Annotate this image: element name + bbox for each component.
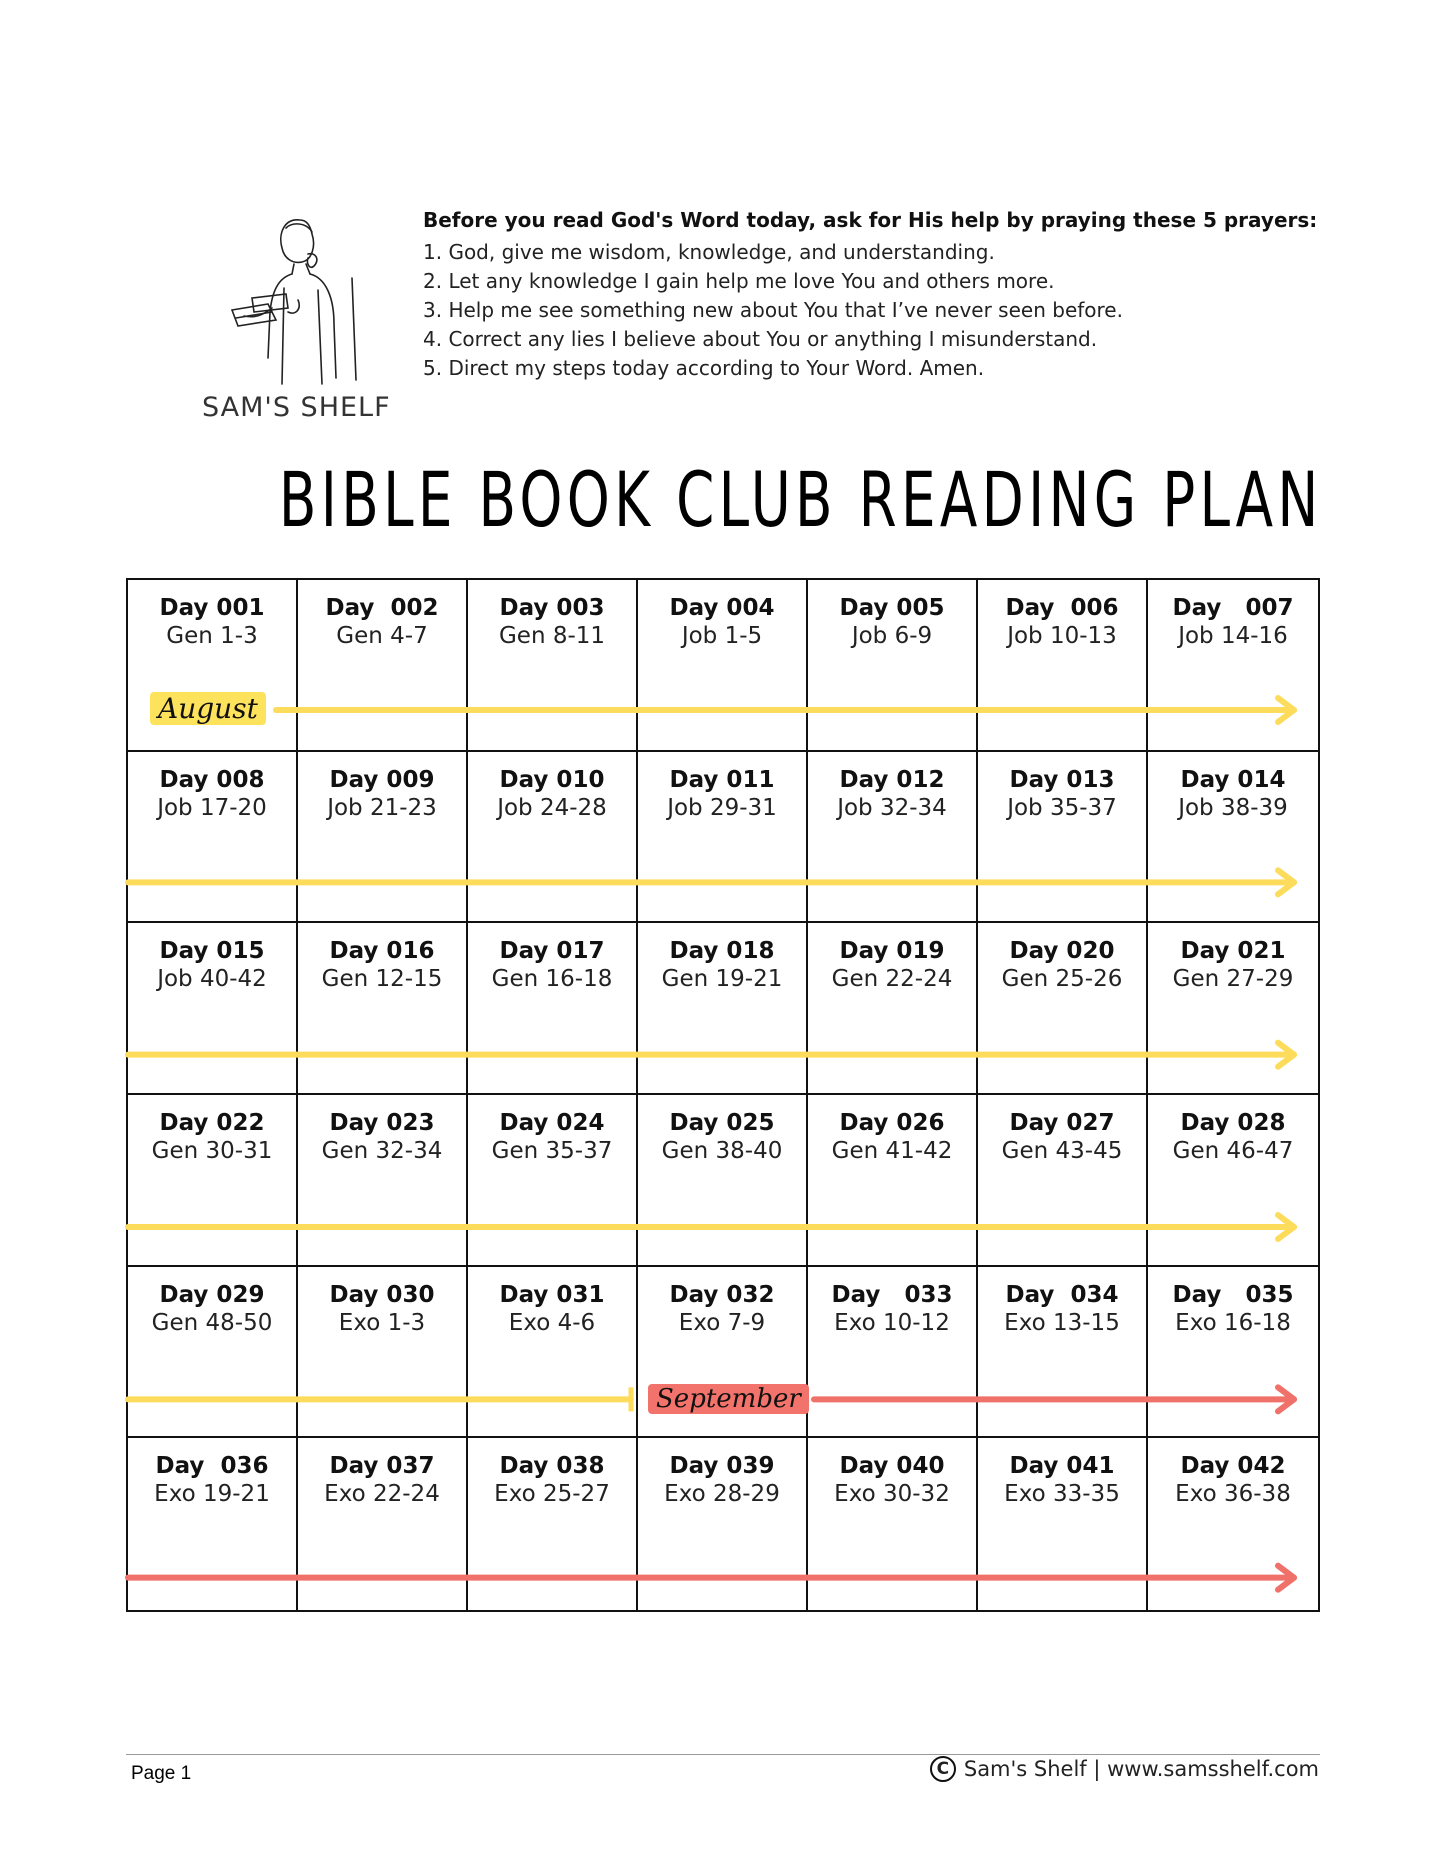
day-cell bbox=[1148, 923, 1318, 1095]
day-reading: Job 21-23 bbox=[327, 794, 437, 821]
day-number: Day 039 bbox=[669, 1453, 775, 1480]
day-number: Day 029 bbox=[159, 1281, 265, 1308]
day-number: Day 001 bbox=[159, 595, 265, 621]
day-number: Day 004 bbox=[669, 595, 775, 621]
day-number: Day 021 bbox=[1180, 938, 1286, 965]
footer-divider bbox=[126, 1754, 1320, 1755]
day-cell bbox=[128, 1267, 298, 1439]
day-number: Day 011 bbox=[669, 766, 775, 793]
prayer-item: 4. Correct any lies I believe about You or anything I misunderstand. bbox=[423, 327, 1098, 351]
day-cell bbox=[128, 1438, 298, 1610]
day-cell bbox=[1148, 1438, 1318, 1610]
day-cell bbox=[1148, 1267, 1318, 1439]
day-reading: Gen 12-15 bbox=[321, 966, 443, 993]
day-reading: Exo 25-27 bbox=[494, 1481, 610, 1508]
day-cell bbox=[468, 1438, 638, 1610]
day-cell bbox=[1148, 752, 1318, 924]
day-reading: Job 17-20 bbox=[157, 794, 267, 821]
day-reading: Exo 16-18 bbox=[1175, 1309, 1291, 1336]
day-number: Day 035 bbox=[1172, 1281, 1294, 1308]
day-reading: Gen 4-7 bbox=[336, 623, 428, 649]
day-reading: Exo 4-6 bbox=[508, 1309, 596, 1336]
day-cell bbox=[1148, 580, 1318, 752]
day-cell bbox=[978, 580, 1148, 752]
day-cell bbox=[978, 1438, 1148, 1610]
day-reading: Gen 27-29 bbox=[1172, 966, 1294, 993]
day-reading: Job 10-13 bbox=[1007, 623, 1117, 649]
day-cell bbox=[468, 923, 638, 1095]
day-number: Day 034 bbox=[1005, 1281, 1119, 1308]
day-number: Day 003 bbox=[499, 595, 605, 621]
day-number: Day 030 bbox=[329, 1281, 435, 1308]
day-number: Day 023 bbox=[329, 1110, 435, 1136]
day-number: Day 037 bbox=[329, 1453, 435, 1480]
day-reading: Gen 46-47 bbox=[1172, 1138, 1294, 1164]
day-number: Day 015 bbox=[159, 938, 265, 965]
day-cell bbox=[468, 580, 638, 752]
day-number: Day 022 bbox=[159, 1110, 265, 1136]
day-number: Day 013 bbox=[1009, 766, 1115, 793]
day-cell bbox=[978, 1095, 1148, 1267]
day-cell bbox=[808, 1095, 978, 1267]
day-cell bbox=[298, 1438, 468, 1610]
day-cell bbox=[638, 580, 808, 752]
day-number: Day 041 bbox=[1009, 1453, 1115, 1480]
day-number: Day 009 bbox=[329, 766, 435, 793]
day-reading: Gen 48-50 bbox=[151, 1309, 273, 1336]
copyright-text: Sam's Shelf | www.samsshelf.com bbox=[963, 1757, 1319, 1781]
month-label-august: August bbox=[150, 692, 266, 725]
day-cell bbox=[128, 752, 298, 924]
day-reading: Exo 7-9 bbox=[678, 1309, 766, 1336]
day-number: Day 014 bbox=[1180, 766, 1286, 793]
day-number: Day 028 bbox=[1180, 1110, 1286, 1136]
day-number: Day 019 bbox=[839, 938, 945, 965]
day-reading: Job 40-42 bbox=[157, 966, 267, 993]
day-cell bbox=[638, 923, 808, 1095]
day-reading: Job 14-16 bbox=[1178, 623, 1288, 649]
day-number: Day 006 bbox=[1005, 595, 1119, 621]
day-cell bbox=[638, 752, 808, 924]
day-number: Day 010 bbox=[499, 766, 605, 793]
day-number: Day 002 bbox=[325, 595, 439, 621]
prayers-section bbox=[423, 208, 1323, 383]
page-title: BIBLE BOOK CLUB READING PLAN bbox=[279, 455, 1323, 544]
day-reading: Job 32-34 bbox=[837, 794, 947, 821]
prayers-list bbox=[423, 238, 1323, 383]
day-number: Day 007 bbox=[1172, 595, 1294, 621]
logo-text: SAM'S SHELF bbox=[202, 392, 391, 423]
page-number: Page 1 bbox=[131, 1763, 192, 1784]
day-cell bbox=[468, 752, 638, 924]
day-number: Day 027 bbox=[1009, 1110, 1115, 1136]
copyright-icon: C bbox=[930, 1756, 956, 1782]
day-cell bbox=[808, 580, 978, 752]
day-reading: Exo 36-38 bbox=[1175, 1481, 1291, 1508]
day-reading: Gen 43-45 bbox=[1001, 1138, 1123, 1164]
day-cell bbox=[298, 1095, 468, 1267]
day-cell bbox=[638, 1438, 808, 1610]
day-number: Day 020 bbox=[1009, 938, 1115, 965]
day-cell bbox=[808, 923, 978, 1095]
prayers-heading: Before you read God's Word today, ask for His help by praying these 5 prayers: bbox=[423, 208, 1318, 232]
logo bbox=[196, 208, 406, 428]
day-reading: Exo 13-15 bbox=[1004, 1309, 1120, 1336]
prayer-item: 5. Direct my steps today according to Your Word. Amen. bbox=[423, 356, 985, 380]
day-number: Day 033 bbox=[831, 1281, 953, 1308]
prayer-item: 3. Help me see something new about You that I’ve never seen before. bbox=[423, 298, 1123, 322]
day-number: Day 016 bbox=[329, 938, 435, 965]
day-cell bbox=[128, 923, 298, 1095]
day-number: Day 031 bbox=[499, 1281, 605, 1308]
day-reading: Gen 32-34 bbox=[321, 1138, 443, 1164]
day-number: Day 036 bbox=[155, 1453, 269, 1480]
day-reading: Gen 25-26 bbox=[1001, 966, 1123, 993]
day-reading: Exo 30-32 bbox=[834, 1481, 950, 1508]
day-reading: Exo 1-3 bbox=[338, 1309, 426, 1336]
day-reading: Gen 8-11 bbox=[498, 623, 606, 649]
day-number: Day 024 bbox=[499, 1110, 605, 1136]
day-reading: Gen 22-24 bbox=[831, 966, 953, 993]
day-number: Day 032 bbox=[669, 1281, 775, 1308]
day-reading: Job 35-37 bbox=[1007, 794, 1117, 821]
day-reading: Exo 19-21 bbox=[154, 1481, 270, 1508]
day-reading: Job 6-9 bbox=[851, 623, 933, 649]
day-reading: Exo 28-29 bbox=[664, 1481, 780, 1508]
reading-plan-grid bbox=[126, 578, 1320, 1612]
day-number: Day 042 bbox=[1180, 1453, 1286, 1480]
day-number: Day 038 bbox=[499, 1453, 605, 1480]
day-cell bbox=[1148, 1095, 1318, 1267]
day-reading: Gen 38-40 bbox=[661, 1138, 783, 1164]
day-reading: Job 24-28 bbox=[497, 794, 607, 821]
day-cell bbox=[638, 1095, 808, 1267]
day-number: Day 025 bbox=[669, 1110, 775, 1136]
day-number: Day 018 bbox=[669, 938, 775, 965]
day-cell bbox=[468, 1095, 638, 1267]
prayer-item: 1. God, give me wisdom, knowledge, and understanding. bbox=[423, 240, 995, 264]
day-reading: Exo 33-35 bbox=[1004, 1481, 1120, 1508]
day-reading: Gen 19-21 bbox=[661, 966, 783, 993]
day-cell bbox=[298, 923, 468, 1095]
day-cell bbox=[298, 1267, 468, 1439]
day-number: Day 005 bbox=[839, 595, 945, 621]
day-cell bbox=[128, 580, 298, 752]
day-reading: Gen 41-42 bbox=[831, 1138, 953, 1164]
day-reading: Gen 35-37 bbox=[491, 1138, 613, 1164]
day-cell bbox=[978, 1267, 1148, 1439]
day-number: Day 012 bbox=[839, 766, 945, 793]
day-cell bbox=[808, 1438, 978, 1610]
day-cell bbox=[978, 752, 1148, 924]
woman-reading-illustration-icon bbox=[222, 208, 372, 388]
day-reading: Exo 22-24 bbox=[324, 1481, 440, 1508]
day-cell bbox=[298, 580, 468, 752]
day-reading: Job 1-5 bbox=[681, 623, 763, 649]
day-reading: Gen 1-3 bbox=[166, 623, 258, 649]
day-reading: Gen 30-31 bbox=[151, 1138, 273, 1164]
prayer-item: 2. Let any knowledge I gain help me love You and others more. bbox=[423, 269, 1055, 293]
footer-copyright bbox=[930, 1756, 1319, 1782]
day-cell bbox=[298, 752, 468, 924]
day-reading: Job 38-39 bbox=[1178, 794, 1288, 821]
day-cell bbox=[128, 1095, 298, 1267]
day-reading: Job 29-31 bbox=[667, 794, 777, 821]
day-number: Day 040 bbox=[839, 1453, 945, 1480]
day-cell bbox=[808, 1267, 978, 1439]
month-label-september: September bbox=[648, 1384, 809, 1414]
day-number: Day 026 bbox=[839, 1110, 945, 1136]
day-reading: Exo 10-12 bbox=[834, 1309, 950, 1336]
day-cell bbox=[468, 1267, 638, 1439]
day-cell bbox=[978, 923, 1148, 1095]
day-cell bbox=[808, 752, 978, 924]
day-number: Day 008 bbox=[159, 766, 265, 793]
day-reading: Gen 16-18 bbox=[491, 966, 613, 993]
day-number: Day 017 bbox=[499, 938, 605, 965]
